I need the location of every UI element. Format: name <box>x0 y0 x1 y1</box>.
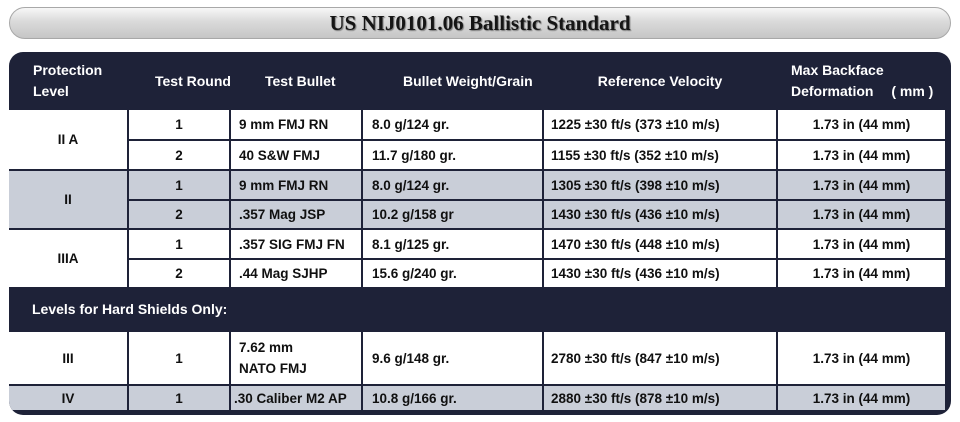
row-4-deformation: 1.73 in (44 mm) <box>778 201 945 228</box>
row-4-round: 2 <box>129 201 229 228</box>
row-7-bullet <box>231 332 361 384</box>
row-3-round: 1 <box>129 171 229 199</box>
level-iiia: IIIA <box>9 230 127 287</box>
row-2-deformation: 1.73 in (44 mm) <box>778 141 945 169</box>
level-iv: IV <box>9 386 127 410</box>
row-3-bullet: 9 mm FMJ RN <box>231 171 361 199</box>
row-4-weight: 10.2 g/158 gr <box>363 201 542 228</box>
header-bullet-weight: Bullet Weight/Grain <box>403 72 533 89</box>
row-6-velocity: 1430 ±30 ft/s (436 ±10 m/s) <box>544 260 776 287</box>
row-3-deformation: 1.73 in (44 mm) <box>778 171 945 199</box>
row-7-round: 1 <box>129 332 229 384</box>
page-title: US NIJ0101.06 Ballistic Standard <box>329 10 631 35</box>
header-max-backface-deformation: Max Backface Deformation ( mm ) <box>791 62 934 99</box>
row-2-weight: 11.7 g/180 gr. <box>363 141 542 169</box>
row-8-weight: 10.8 g/166 gr. <box>363 386 542 410</box>
row-7-weight: 9.6 g/148 gr. <box>363 332 542 384</box>
row-6-deformation: 1.73 in (44 mm) <box>778 260 945 287</box>
row-1-round: 1 <box>129 110 229 139</box>
row-2-bullet: 40 S&W FMJ <box>231 141 361 169</box>
row-7-velocity: 2780 ±30 ft/s (847 ±10 m/s) <box>544 332 776 384</box>
row-7-deformation: 1.73 in (44 mm) <box>778 332 945 384</box>
row-8-velocity: 2880 ±30 ft/s (878 ±10 m/s) <box>544 386 776 410</box>
hard-shields-section-label: Levels for Hard Shields Only: <box>32 301 228 317</box>
header-test-round: Test Round <box>155 72 231 89</box>
row-1-deformation: 1.73 in (44 mm) <box>778 110 945 139</box>
row-5-round: 1 <box>129 230 229 258</box>
row-4-velocity: 1430 ±30 ft/s (436 ±10 m/s) <box>544 201 776 228</box>
level-ii: II <box>9 171 127 228</box>
header-protection-level: Protection Level <box>33 62 103 99</box>
row-4-bullet: .357 Mag JSP <box>231 201 361 228</box>
title-bar <box>9 7 951 39</box>
row-8-bullet: .30 Caliber M2 AP <box>231 386 361 410</box>
row-2-velocity: 1155 ±30 ft/s (352 ±10 m/s) <box>544 141 776 169</box>
row-8-deformation: 1.73 in (44 mm) <box>778 386 945 410</box>
ballistic-table <box>9 52 951 415</box>
row-1-velocity: 1225 ±30 ft/s (373 ±10 m/s) <box>544 110 776 139</box>
row-7-bullet-line2: NATO FMJ <box>239 361 307 376</box>
row-3-velocity: 1305 ±30 ft/s (398 ±10 m/s) <box>544 171 776 199</box>
level-iii: III <box>9 332 127 384</box>
row-6-weight: 15.6 g/240 gr. <box>363 260 542 287</box>
row-5-bullet: .357 SIG FMJ FN <box>231 230 361 258</box>
row-6-round: 2 <box>129 260 229 287</box>
row-7-bullet-line1: 7.62 mm <box>239 340 294 355</box>
row-2-round: 2 <box>129 141 229 169</box>
row-5-deformation: 1.73 in (44 mm) <box>778 230 945 258</box>
row-6-bullet: .44 Mag SJHP <box>231 260 361 287</box>
row-3-weight: 8.0 g/124 gr. <box>363 171 542 199</box>
header-test-bullet: Test Bullet <box>265 72 336 89</box>
level-iia: II A <box>9 110 127 169</box>
row-1-weight: 8.0 g/124 gr. <box>363 110 542 139</box>
row-5-weight: 8.1 g/125 gr. <box>363 230 542 258</box>
row-5-velocity: 1470 ±30 ft/s (448 ±10 m/s) <box>544 230 776 258</box>
header-reference-velocity: Reference Velocity <box>597 72 723 89</box>
row-8-round: 1 <box>129 386 229 410</box>
row-1-bullet: 9 mm FMJ RN <box>231 110 361 139</box>
